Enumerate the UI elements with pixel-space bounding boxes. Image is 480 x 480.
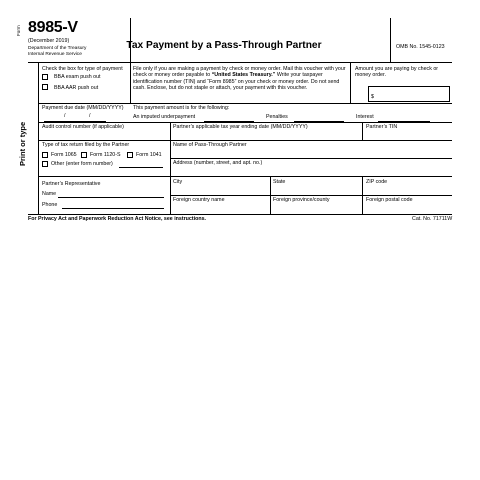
other-form-field[interactable] — [119, 167, 163, 168]
payment-type-label: Check the box for type of payment — [42, 66, 123, 72]
form-date: (December 2019) — [28, 38, 70, 44]
side-label: Print or type — [18, 121, 27, 166]
foreign-postal-label: Foreign postal code — [366, 197, 413, 203]
interest-label: Interest — [356, 114, 374, 120]
rep-name-field[interactable] — [58, 197, 164, 198]
rep-phone-label: Phone — [42, 202, 58, 208]
omb-number: OMB No. 1545-0123 — [396, 44, 445, 50]
audit-control-label: Audit control number (if applicable) — [42, 124, 124, 130]
row1-bottom-rule — [38, 103, 452, 104]
row3-bottom-rule — [38, 140, 452, 141]
penalties-label: Penalties — [266, 114, 288, 120]
partner-tin-label: Partner’s TIN — [366, 124, 398, 130]
form-1120s-label: Form 1120-S — [90, 152, 121, 158]
form-1041-label: Form 1041 — [136, 152, 162, 158]
tax-year-end-label: Partner’s applicable tax year ending date (MM/DD/YYYY) — [173, 124, 308, 130]
due-date-label: Payment due date (MM/DD/YYYY) — [42, 105, 124, 111]
header-divider-right — [390, 18, 391, 62]
dollar-sign: $ — [371, 94, 374, 100]
form-bottom-rule — [28, 214, 452, 215]
amount-label: Amount you are paying by check or money order. — [355, 66, 439, 79]
partner-name-label: Name of Pass-Through Partner — [173, 142, 247, 148]
department-line: Department of the Treasury — [28, 46, 87, 51]
form-number: 8985-V — [28, 19, 78, 36]
form-1065-checkbox[interactable] — [42, 152, 48, 158]
amount-field[interactable] — [368, 86, 450, 102]
zip-label: ZIP code — [366, 179, 388, 185]
address-label: Address (number, street, and apt. no.) — [173, 160, 263, 166]
city-label: City — [173, 179, 183, 185]
return-type-label: Type of tax return filed by the Partner — [42, 142, 130, 148]
rep-name-label: Name — [42, 191, 57, 197]
representative-label: Partner’s Representative — [42, 181, 101, 187]
row3-divider-1 — [170, 122, 171, 140]
row1-divider-1 — [130, 63, 131, 103]
header-bottom-rule — [28, 62, 452, 63]
bba-aar-checkbox[interactable] — [42, 84, 48, 90]
irs-line: Internal Revenue Service — [28, 52, 82, 57]
side-column-rule — [38, 63, 39, 214]
row4-mid-rule — [170, 158, 452, 159]
other-form-checkbox[interactable] — [42, 161, 48, 167]
form-1065-label: Form 1065 — [51, 152, 77, 158]
foreign-province-label: Foreign province/county — [273, 197, 330, 203]
mailing-instructions: File only if you are making a payment by check or money order. Mail this voucher with your check or money order payable to “United States Treasury.” Write your taxpayer identification number (TIN) and “Form 8985” on your check or money order. Do not send cash. Enclose, but do not staple or attach, your payment with this voucher. — [133, 66, 346, 91]
imputed-label: An imputed underpayment — [133, 114, 196, 120]
rep-phone-field[interactable] — [62, 208, 164, 209]
form-word: Form — [16, 25, 21, 36]
row2-bottom-rule — [38, 122, 452, 123]
privacy-notice: For Privacy Act and Paperwork Reduction Act Notice, see instructions. — [28, 216, 206, 222]
bba-exam-checkbox[interactable] — [42, 74, 48, 80]
due-date-slash-1: / — [64, 113, 66, 119]
bba-aar-label: BBA AAR push out — [54, 85, 99, 91]
row5-mid-rule — [170, 195, 452, 196]
catalog-number: Cat. No. 71711W — [412, 216, 453, 222]
row3-divider-2 — [362, 122, 363, 140]
other-form-label: Other (enter form number) — [51, 161, 113, 167]
amount-for-label: This payment amount is for the following: — [133, 105, 230, 111]
due-date-slash-2: / — [89, 113, 91, 119]
row1-divider-2 — [350, 63, 351, 103]
header-divider-left — [130, 18, 131, 62]
foreign-country-label: Foreign country name — [173, 197, 225, 203]
bba-exam-label: BBA exam push out — [54, 74, 101, 80]
state-label: State — [273, 179, 286, 185]
form-title: Tax Payment by a Pass-Through Partner — [126, 40, 322, 51]
form-1041-checkbox[interactable] — [127, 152, 133, 158]
row4-bottom-rule — [38, 176, 452, 177]
form-1120s-checkbox[interactable] — [81, 152, 87, 158]
